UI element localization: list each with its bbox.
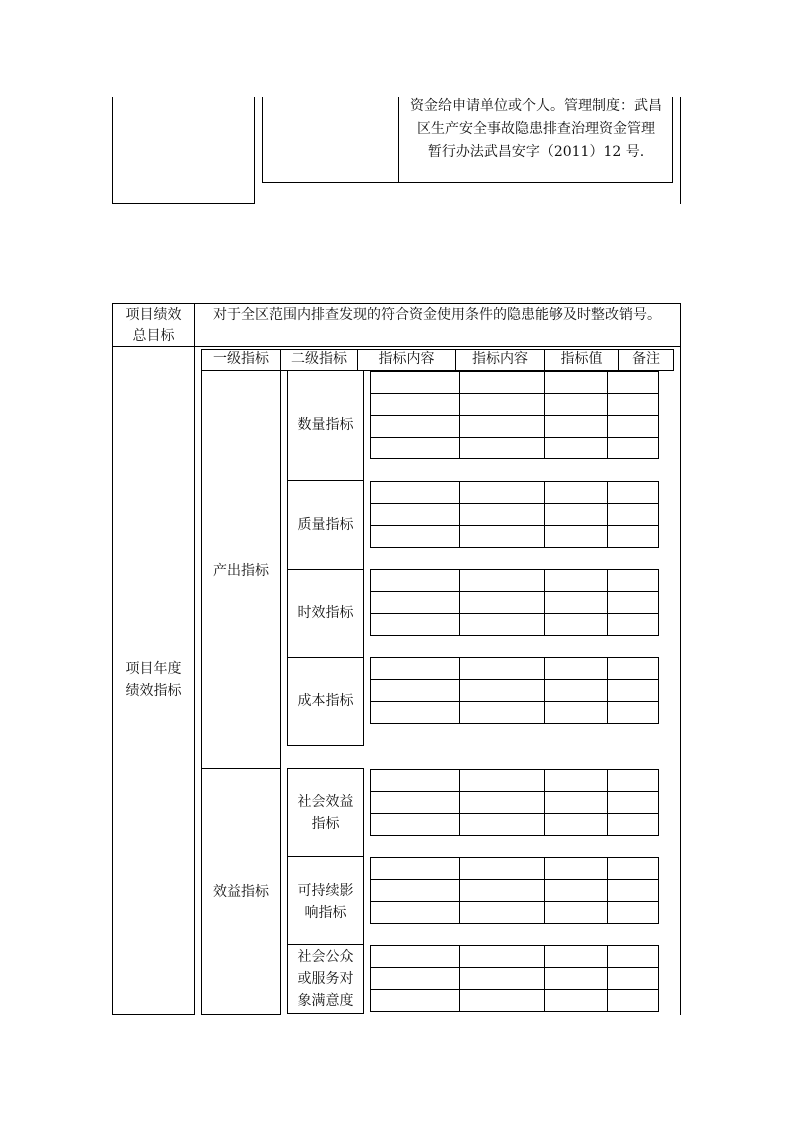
header-remark: 备注 (632, 351, 660, 367)
fragment-text-line3: 暂行办法武昌安字（2011）12 号. (427, 144, 645, 160)
goal-row-divider (112, 346, 681, 347)
header-divider-6 (673, 349, 674, 371)
header-value: 指标值 (560, 351, 603, 367)
level2-timeliness-label: 时效指标 (297, 605, 354, 621)
social-grid (370, 769, 659, 836)
level2-quality-label: 质量指标 (297, 517, 354, 533)
level2-cost-label: 成本指标 (297, 693, 354, 709)
header-level1: 一级指标 (213, 351, 269, 367)
table-border-bottom (112, 1014, 195, 1015)
fragment-divider (254, 97, 255, 204)
fragment-text-line1: 资金给申请单位或个人。管理制度：武昌 (410, 98, 662, 114)
level2-social-line1: 社会效益 (297, 794, 354, 810)
level2-sustain-line1: 可持续影 (297, 883, 354, 899)
quality-grid (370, 481, 659, 548)
level2-quantity-label: 数量指标 (297, 417, 354, 433)
level2-sustain-line2: 响指标 (304, 905, 347, 921)
level2-divider-5 (287, 944, 364, 945)
fragment-border-left (112, 97, 113, 204)
fragment-border-bottom (112, 203, 255, 204)
level2-satisfaction-line2: 或服务对 (297, 971, 354, 987)
level2-divider-4 (287, 856, 364, 857)
timeliness-grid (370, 569, 659, 636)
level2-satisfaction-line3: 象满意度 (297, 993, 354, 1009)
goal-label-line1: 项目绩效 (125, 307, 182, 323)
header-content-b: 指标内容 (472, 351, 528, 367)
table-border-right (680, 303, 681, 1015)
level2-divider-1 (287, 480, 364, 481)
goal-text: 对于全区范围内排查发现的符合资金使用条件的隐患能够及时整改销号。 (213, 307, 661, 323)
annual-label-line1: 项目年度 (125, 661, 182, 677)
cost-grid (370, 657, 659, 724)
label-column-divider (194, 303, 195, 1015)
satisfaction-grid (370, 945, 659, 1012)
fragment-inner-divider (398, 97, 399, 183)
annual-label-line2: 绩效指标 (125, 683, 182, 699)
header-level2: 二级指标 (291, 351, 347, 367)
level2-divider-2 (287, 569, 364, 570)
quantity-grid (370, 371, 659, 459)
level2-divider-3 (287, 657, 364, 658)
fragment-border-right (680, 97, 681, 204)
level2-satisfaction-line1: 社会公众 (297, 949, 354, 965)
fragment-inner-right (672, 97, 673, 183)
goal-label-line2: 总目标 (132, 328, 175, 344)
level2-social-line2: 指标 (311, 816, 340, 832)
level1-output-label: 产出指标 (213, 563, 269, 579)
header-content-a: 指标内容 (378, 351, 435, 367)
fragment-inner-left (262, 97, 263, 183)
level1-benefit-label: 效益指标 (213, 884, 269, 900)
fragment-text-line2: 区生产安全事故隐患排查治理资金管理 (417, 121, 655, 137)
sustain-grid (370, 857, 659, 924)
fragment-inner-bottom (262, 182, 673, 183)
